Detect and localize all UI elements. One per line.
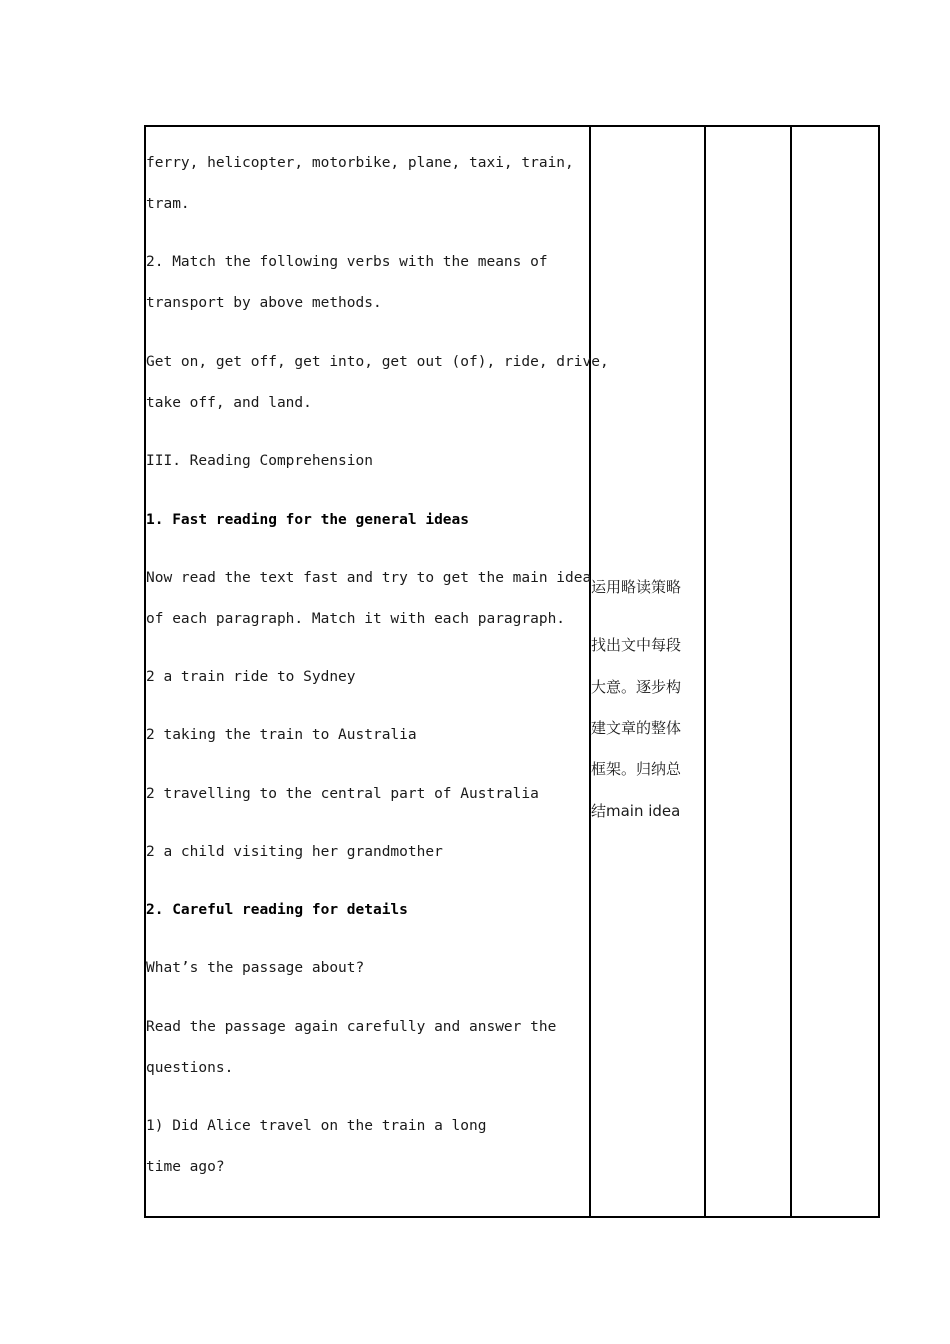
section-heading: III. Reading Comprehension <box>146 453 373 469</box>
note-line: 框架。归纳总 <box>591 760 682 778</box>
subsection-heading: 1. Fast reading for the general ideas <box>146 512 470 528</box>
content-line: Now read the text fast and try to get the main idea <box>146 570 592 586</box>
match-item: 2 a child visiting her grandmother <box>146 844 443 860</box>
content-line: ferry, helicopter, motorbike, plane, taxi, train, <box>146 155 574 171</box>
note-line: 大意。逐步构 <box>591 678 682 696</box>
note-line: 建文章的整体 <box>591 719 682 737</box>
content-line: transport by above methods. <box>146 295 382 311</box>
subsection-heading: 2. Careful reading for details <box>146 902 408 918</box>
match-item: 2 taking the train to Australia <box>146 727 417 743</box>
match-item: 2 a train ride to Sydney <box>146 669 356 685</box>
empty-cell <box>705 126 791 1217</box>
question-item: 1) Did Alice travel on the train a long <box>146 1118 487 1134</box>
question-item: time ago? <box>146 1159 225 1175</box>
match-item: 2 travelling to the central part of Australia <box>146 786 539 802</box>
content-line: questions. <box>146 1060 234 1076</box>
content-line: take off, and land. <box>146 395 312 411</box>
teaching-content-cell <box>145 126 609 1217</box>
content-line: Get on, get off, get into, get out (of), ride, drive, <box>146 354 609 370</box>
content-line: of each paragraph. Match it with each paragraph. <box>146 611 566 627</box>
empty-cell <box>791 126 879 1217</box>
design-intent-cell <box>590 126 705 1217</box>
note-line: 结main idea <box>591 802 681 820</box>
lesson-plan-table <box>144 125 880 1218</box>
note-line: 找出文中每段 <box>591 636 682 654</box>
content-line: 2. Match the following verbs with the means of <box>146 254 548 270</box>
content-line: tram. <box>146 196 190 212</box>
content-line: What’s the passage about? <box>146 960 365 976</box>
note-line: 运用略读策略 <box>591 578 682 596</box>
content-line: Read the passage again carefully and answer the <box>146 1019 557 1035</box>
